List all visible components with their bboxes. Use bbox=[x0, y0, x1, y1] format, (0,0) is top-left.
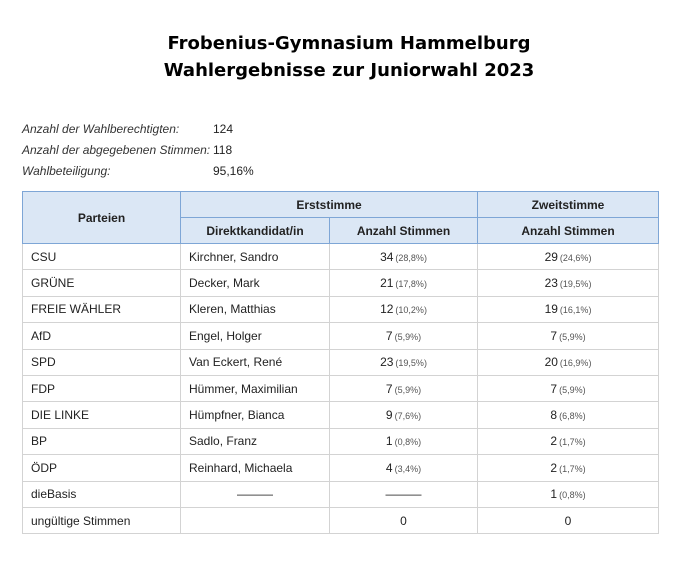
vote-count: 12 bbox=[380, 302, 394, 317]
table-row bbox=[23, 323, 659, 349]
header-direktkandidat: Direktkandidat/in bbox=[181, 218, 330, 244]
election-stats bbox=[22, 118, 254, 181]
party-name: SPD bbox=[23, 349, 181, 375]
table-row bbox=[23, 244, 659, 270]
stat-value: 124 bbox=[213, 121, 234, 136]
erststimme-votes bbox=[330, 375, 478, 401]
erststimme-votes bbox=[330, 323, 478, 349]
table-row bbox=[23, 402, 659, 428]
party-name: BP bbox=[23, 428, 181, 454]
vote-percentage: (19,5%) bbox=[559, 279, 592, 290]
zweitstimme-votes bbox=[478, 455, 659, 481]
erststimme-votes bbox=[330, 455, 478, 481]
zweitstimme-votes bbox=[478, 507, 659, 533]
zweitstimme-votes bbox=[478, 270, 659, 296]
vote-count: 34 bbox=[380, 249, 394, 264]
vote-percentage: (5,9%) bbox=[394, 331, 422, 342]
candidate-name: Kirchner, Sandro bbox=[181, 244, 330, 270]
table-row bbox=[23, 428, 659, 454]
candidate-name: ——— bbox=[181, 481, 330, 507]
table-row bbox=[23, 270, 659, 296]
vote-count: 9 bbox=[385, 408, 393, 423]
vote-percentage: (5,9%) bbox=[559, 384, 586, 395]
header-erststimme: Erststimme bbox=[181, 192, 478, 218]
vote-count: 2 bbox=[550, 434, 558, 449]
title-line-2: Wahlergebnisse zur Juniorwahl 2023 bbox=[163, 60, 535, 81]
vote-percentage: (16,1%) bbox=[559, 305, 592, 316]
candidate-name: Reinhard, Michaela bbox=[181, 455, 330, 481]
erststimme-votes bbox=[330, 481, 478, 507]
candidate-name bbox=[181, 507, 330, 533]
party-name: FDP bbox=[23, 375, 181, 401]
vote-percentage: (19,5%) bbox=[395, 358, 427, 369]
vote-count: 7 bbox=[385, 381, 393, 396]
title-line-1: Frobenius-Gymnasium Hammelburg bbox=[167, 33, 531, 54]
vote-count: ——— bbox=[385, 487, 422, 502]
table-row bbox=[23, 349, 659, 375]
vote-count: 21 bbox=[380, 276, 394, 291]
erststimme-votes bbox=[330, 296, 478, 322]
stat-value: 95,16% bbox=[213, 163, 254, 178]
zweitstimme-votes bbox=[478, 481, 659, 507]
vote-count: 1 bbox=[550, 487, 558, 502]
candidate-name: Engel, Holger bbox=[181, 323, 330, 349]
vote-percentage: (24,6%) bbox=[559, 252, 592, 263]
candidate-name: Van Eckert, René bbox=[181, 349, 330, 375]
vote-percentage: (0,8%) bbox=[394, 437, 422, 448]
vote-percentage: (6,8%) bbox=[559, 411, 586, 422]
zweitstimme-votes bbox=[478, 296, 659, 322]
results-body bbox=[23, 244, 659, 534]
vote-count: 19 bbox=[544, 302, 558, 317]
vote-count: 8 bbox=[550, 408, 558, 423]
stat-value: 118 bbox=[213, 142, 233, 157]
header-anzahl-zweitstimme: Anzahl Stimmen bbox=[478, 218, 659, 244]
party-name: AfD bbox=[23, 323, 181, 349]
candidate-name: Kleren, Matthias bbox=[181, 296, 330, 322]
candidate-name: Sadlo, Franz bbox=[181, 428, 330, 454]
vote-count: 20 bbox=[544, 355, 558, 370]
party-name: FREIE WÄHLER bbox=[23, 296, 181, 322]
party-name: DIE LINKE bbox=[23, 402, 181, 428]
party-name: GRÜNE bbox=[23, 270, 181, 296]
stat-label: Anzahl der abgegebenen Stimmen: bbox=[22, 142, 211, 157]
party-name: ÖDP bbox=[23, 455, 181, 481]
stat-row-turnout bbox=[22, 160, 254, 181]
stat-row-eligible bbox=[22, 118, 254, 139]
vote-count: 0 bbox=[564, 513, 572, 528]
erststimme-votes bbox=[330, 244, 478, 270]
stat-label: Wahlbeteiligung: bbox=[22, 163, 111, 178]
erststimme-votes bbox=[330, 349, 478, 375]
vote-count: 23 bbox=[380, 355, 394, 370]
zweitstimme-votes bbox=[478, 375, 659, 401]
vote-percentage: (5,9%) bbox=[559, 331, 586, 342]
erststimme-votes bbox=[330, 428, 478, 454]
vote-count: 7 bbox=[550, 381, 558, 396]
party-name: dieBasis bbox=[23, 481, 181, 507]
zweitstimme-votes bbox=[478, 428, 659, 454]
vote-percentage: (28,8%) bbox=[395, 252, 427, 263]
vote-percentage: (10,2%) bbox=[395, 305, 427, 316]
stat-row-votes-cast bbox=[22, 139, 254, 160]
erststimme-votes bbox=[330, 402, 478, 428]
vote-count: 1 bbox=[385, 434, 393, 449]
vote-percentage: (17,8%) bbox=[395, 279, 427, 290]
zweitstimme-votes bbox=[478, 244, 659, 270]
vote-percentage: (1,7%) bbox=[559, 463, 586, 474]
zweitstimme-votes bbox=[478, 349, 659, 375]
vote-percentage: (1,7%) bbox=[559, 437, 586, 448]
table-row bbox=[23, 375, 659, 401]
candidate-name: Hümpfner, Bianca bbox=[181, 402, 330, 428]
table-row bbox=[23, 296, 659, 322]
table-row bbox=[23, 455, 659, 481]
vote-count: 4 bbox=[385, 460, 393, 475]
vote-percentage: (3,4%) bbox=[394, 463, 422, 474]
page-title bbox=[0, 30, 698, 84]
vote-count: 29 bbox=[544, 249, 558, 264]
results-table bbox=[22, 191, 659, 534]
vote-percentage: (7,6%) bbox=[394, 411, 422, 422]
zweitstimme-votes bbox=[478, 323, 659, 349]
vote-count: 2 bbox=[550, 460, 558, 475]
vote-percentage: (0,8%) bbox=[559, 490, 586, 501]
vote-percentage: (16,9%) bbox=[559, 358, 592, 369]
erststimme-votes bbox=[330, 507, 478, 533]
stat-label: Anzahl der Wahlberechtigten: bbox=[22, 121, 180, 136]
table-row bbox=[23, 481, 659, 507]
candidate-name: Decker, Mark bbox=[181, 270, 330, 296]
candidate-name: Hümmer, Maximilian bbox=[181, 375, 330, 401]
zweitstimme-votes bbox=[478, 402, 659, 428]
vote-count: 0 bbox=[400, 513, 407, 528]
party-name: ungültige Stimmen bbox=[23, 507, 181, 533]
vote-percentage: (5,9%) bbox=[394, 384, 422, 395]
vote-count: 23 bbox=[544, 276, 558, 291]
vote-count: 7 bbox=[550, 328, 558, 343]
header-anzahl-erststimme: Anzahl Stimmen bbox=[330, 218, 478, 244]
header-zweitstimme: Zweitstimme bbox=[478, 192, 659, 218]
table-row bbox=[23, 507, 659, 533]
vote-count: 7 bbox=[385, 328, 393, 343]
header-parteien: Parteien bbox=[23, 192, 181, 244]
party-name: CSU bbox=[23, 244, 181, 270]
erststimme-votes bbox=[330, 270, 478, 296]
